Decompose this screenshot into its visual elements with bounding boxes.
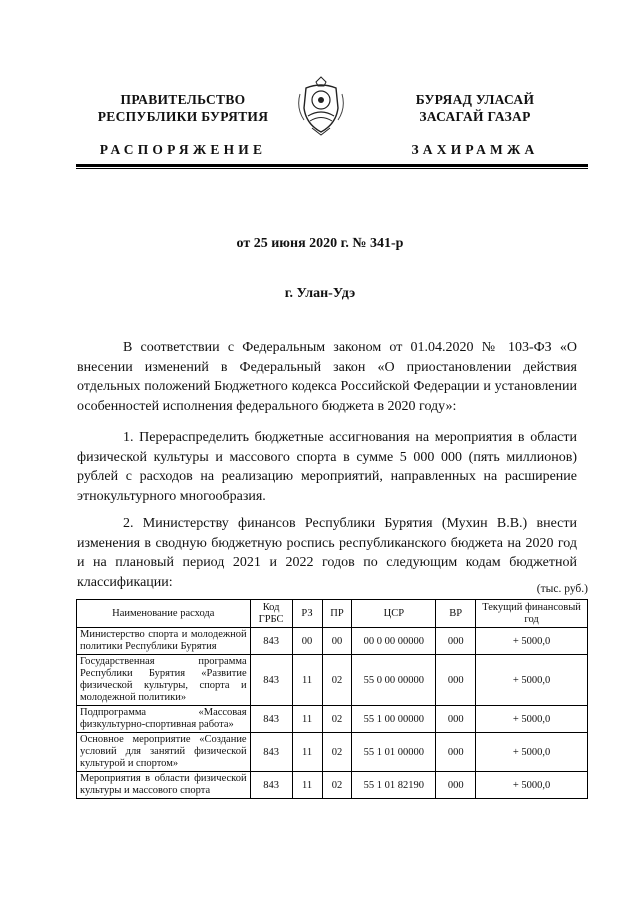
cell-vr: 000 bbox=[436, 772, 476, 799]
issuer-right bbox=[362, 91, 588, 125]
cell-amount: + 5000,0 bbox=[476, 772, 588, 799]
cell-amount: + 5000,0 bbox=[476, 733, 588, 772]
cell-vr: 000 bbox=[436, 628, 476, 655]
col-header-grbs: Код ГРБС bbox=[250, 600, 292, 628]
cell-amount: + 5000,0 bbox=[476, 628, 588, 655]
issuer-left-line1: ПРАВИТЕЛЬСТВО bbox=[120, 92, 246, 107]
col-header-vr: ВР bbox=[436, 600, 476, 628]
col-header-pr: ПР bbox=[322, 600, 352, 628]
cell-pr: 00 bbox=[322, 628, 352, 655]
cell-csr: 55 1 01 00000 bbox=[352, 733, 436, 772]
cell-pr: 02 bbox=[322, 655, 352, 706]
cell-rz: 11 bbox=[292, 655, 322, 706]
cell-rz: 11 bbox=[292, 772, 322, 799]
city: г. Улан-Удэ bbox=[284, 286, 356, 301]
header-rule-thin bbox=[76, 168, 588, 169]
cell-rz: 11 bbox=[292, 733, 322, 772]
cell-vr: 000 bbox=[436, 706, 476, 733]
cell-amount: + 5000,0 bbox=[476, 706, 588, 733]
col-header-name: Наименование расхода bbox=[77, 600, 251, 628]
cell-csr: 00 0 00 00000 bbox=[352, 628, 436, 655]
col-header-year: Текущий финансовый год bbox=[476, 600, 588, 628]
item2-paragraph bbox=[77, 514, 577, 592]
unit-label: (тыс. руб.) bbox=[536, 583, 588, 595]
cell-pr: 02 bbox=[322, 706, 352, 733]
table-row bbox=[77, 655, 588, 706]
cell-pr: 02 bbox=[322, 733, 352, 772]
cell-csr: 55 0 00 00000 bbox=[352, 655, 436, 706]
item2-text: 2. Министерству финансов Республики Бурятия (Мухин В.В.) внести изменения в сводную бюджетную роспись республиканского бюджета на 2020 год и на плановый период 2021 и 2022 годов по следующим кодам бюджетной классификации: bbox=[77, 516, 577, 590]
cell-csr: 55 1 01 82190 bbox=[352, 772, 436, 799]
cell-name: Мероприятия в области физической культуры и массового спорта bbox=[77, 772, 251, 799]
cell-amount: + 5000,0 bbox=[476, 655, 588, 706]
header-rule-thick bbox=[76, 164, 588, 167]
item1-text: 1. Перераспределить бюджетные ассигнования на мероприятия в области физической культуры и массового спорта в сумме 5 000 000 (пять миллионов) рублей с расходов на реализацию мероприятий, направленных на расширение этнокультурного многообразия. bbox=[77, 430, 577, 504]
cell-grbs: 843 bbox=[250, 628, 292, 655]
issuer-left bbox=[76, 91, 290, 125]
cell-pr: 02 bbox=[322, 772, 352, 799]
cell-vr: 000 bbox=[436, 655, 476, 706]
coat-of-arms-emblem bbox=[296, 74, 346, 136]
doc-type-right: ЗАХИРАМЖА bbox=[411, 142, 539, 157]
cell-rz: 00 bbox=[292, 628, 322, 655]
col-header-csr: ЦСР bbox=[352, 600, 436, 628]
item1-paragraph bbox=[77, 428, 577, 506]
cell-csr: 55 1 00 00000 bbox=[352, 706, 436, 733]
table-header-row bbox=[77, 600, 588, 628]
preamble-text: В соответствии с Федеральным законом от 01.04.2020 № 103-ФЗ «О внесении изменений в Федеральный закон «О приостановлении действия отдельных положений Бюджетного кодекса Российской Федерации и установлении особенностей исполнения федерального бюджета в 2020 году»: bbox=[77, 340, 577, 414]
cell-name: Государственная программа Республики Бурятия «Развитие физической культуры, спорта и молодежной политики» bbox=[77, 655, 251, 706]
cell-rz: 11 bbox=[292, 706, 322, 733]
issuer-left-line2: РЕСПУБЛИКИ БУРЯТИЯ bbox=[97, 109, 269, 124]
issuer-right-line1: БУРЯАД УЛАСАЙ bbox=[415, 92, 535, 107]
cell-name: Подпрограмма «Массовая физкультурно-спортивная работа» bbox=[77, 706, 251, 733]
budget-table bbox=[76, 599, 588, 799]
cell-vr: 000 bbox=[436, 733, 476, 772]
date-number: от 25 июня 2020 г. № 341-р bbox=[236, 236, 404, 251]
col-header-rz: РЗ bbox=[292, 600, 322, 628]
cell-grbs: 843 bbox=[250, 706, 292, 733]
doc-type-left: РАСПОРЯЖЕНИЕ bbox=[99, 142, 267, 157]
issuer-right-line2: ЗАСАГАЙ ГАЗАР bbox=[419, 109, 531, 124]
table-row bbox=[77, 706, 588, 733]
cell-grbs: 843 bbox=[250, 733, 292, 772]
cell-grbs: 843 bbox=[250, 655, 292, 706]
table-row bbox=[77, 733, 588, 772]
table-row bbox=[77, 772, 588, 799]
preamble-paragraph bbox=[77, 338, 577, 416]
cell-grbs: 843 bbox=[250, 772, 292, 799]
table-row bbox=[77, 628, 588, 655]
cell-name: Основное мероприятие «Создание условий для занятий физической культурой и спортом» bbox=[77, 733, 251, 772]
cell-name: Министерство спорта и молодежной политики Республики Бурятия bbox=[77, 628, 251, 655]
